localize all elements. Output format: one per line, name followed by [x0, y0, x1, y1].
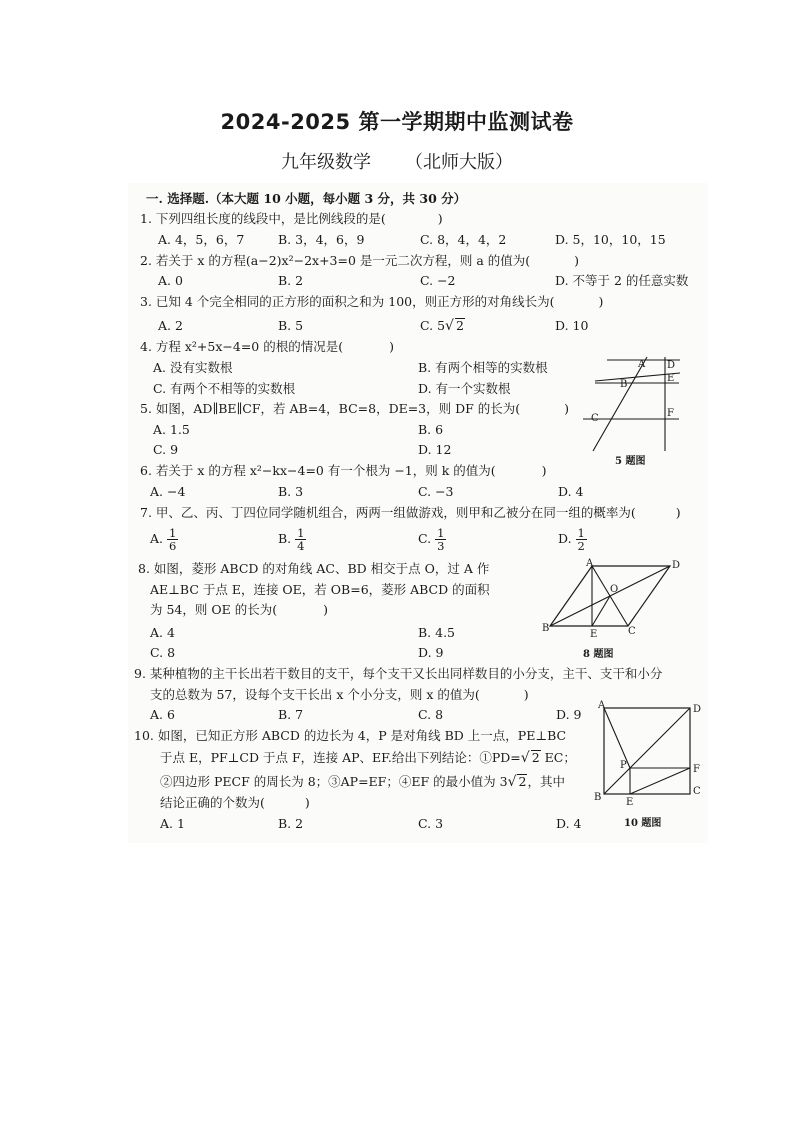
q7-option-c: C. $\frac{1}{3}$	[418, 526, 445, 553]
q1-option-c: C. 8，4，4，2	[420, 232, 507, 247]
q10-option-d: D. 4	[556, 816, 582, 831]
fig10-label-f: F	[693, 764, 700, 775]
question-8-line-1: 8. 如图，菱形 ABCD 的对角线 AC、BD 相交于点 O，过 A 作	[138, 561, 490, 576]
fig8-label-b: B	[542, 623, 550, 634]
fig10-label-c: C	[693, 786, 701, 797]
q7-option-a: A. $\frac{1}{6}$	[150, 526, 177, 553]
q8-option-c: C. 8	[150, 645, 176, 660]
fig5-label-a: A	[638, 359, 646, 370]
q4-option-a: A. 没有实数根	[153, 360, 233, 375]
fig10-label-a: A	[598, 700, 606, 711]
question-8-line-2: AE⊥BC 于点 E，连接 OE，若 OB=6，菱形 ABCD 的面积	[150, 582, 490, 597]
fraction: $\frac{1}{2}$	[577, 526, 585, 553]
question-10-line-1: 10. 如图，已知正方形 ABCD 的边长为 4，P 是对角线 BD 上一点，PE⊥BC	[134, 728, 567, 743]
question-8-line-3: 为 54，则 OE 的长为( )	[150, 602, 328, 617]
question-2: 2. 若关于 x 的方程(a−2)x²−2x+3=0 是一元二次方程，则 a 的值为( )	[140, 253, 580, 268]
q6-option-a: A. −4	[150, 484, 186, 499]
q8-option-a: A. 4	[150, 625, 175, 640]
q2-option-d: D. 不等于 2 的任意实数	[555, 273, 689, 288]
question-10-line-4: 结论正确的个数为( )	[160, 795, 310, 810]
fraction: $\frac{1}{6}$	[169, 526, 177, 553]
figure-8-rhombus	[540, 558, 690, 643]
q5-option-d: D. 12	[418, 442, 452, 457]
question-9-line-1: 9. 某种植物的主干长出若干数目的支干，每个支干又长出同样数目的小分支，主干、支干和小分	[134, 666, 663, 681]
section-heading: 一. 选择题.（本大题 10 小题，每小题 3 分，共 30 分）	[146, 191, 467, 206]
q9-option-b: B. 7	[278, 707, 304, 722]
page-title: 2024-2025 第一学期期中监测试卷	[220, 110, 574, 134]
q4-option-c: C. 有两个不相等的实数根	[153, 381, 296, 396]
q4-option-d: D. 有一个实数根	[418, 381, 511, 396]
figure-10-caption: 10 题图	[624, 818, 662, 829]
q4-option-b: B. 有两个相等的实数根	[418, 360, 548, 375]
question-9-line-2: 支的总数为 57，设每个支干长出 x 个小分支，则 x 的值为( )	[150, 687, 529, 702]
q9-option-a: A. 6	[150, 707, 175, 722]
figure-8-caption: 8 题图	[583, 649, 614, 660]
fig8-label-a: A	[586, 558, 594, 569]
q8-option-d: D. 9	[418, 645, 444, 660]
q2-option-a: A. 0	[158, 273, 183, 288]
fraction: $\frac{1}{3}$	[437, 526, 445, 553]
fig8-label-c: C	[628, 626, 636, 637]
q8-option-b: B. 4.5	[418, 625, 456, 640]
fig5-label-f: F	[667, 408, 674, 419]
question-6: 6. 若关于 x 的方程 x²−kx−4=0 有一个根为 −1，则 k 的值为( )	[140, 463, 547, 478]
q10-option-a: A. 1	[160, 816, 185, 831]
fig5-label-b: B	[620, 379, 628, 390]
q6-option-b: B. 3	[278, 484, 304, 499]
fig10-label-p: P	[620, 760, 627, 771]
question-1: 1. 下列四组长度的线段中，是比例线段的是( )	[140, 211, 443, 226]
page-subtitle	[0, 148, 794, 174]
question-5: 5. 如图，AD∥BE∥CF，若 AB=4，BC=8，DE=3，则 DF 的长为( )	[140, 401, 570, 416]
edition-label: （北师大版）	[405, 152, 513, 173]
question-4: 4. 方程 x²+5x−4=0 的根的情况是( )	[140, 339, 395, 354]
q7-option-d: D. $\frac{1}{2}$	[558, 526, 585, 553]
question-7: 7. 甲、乙、丙、丁四位同学随机组合，两两一组做游戏，则甲和乙被分在同一组的概率为( )	[140, 505, 681, 520]
q1-option-a: A. 4，5，6，7	[158, 232, 245, 247]
figure-10-square	[592, 698, 707, 810]
q3-option-b: B. 5	[278, 318, 304, 333]
question-10-line-3: ②四边形 PECF 的周长为 8；③AP=EF；④EF 的最小值为 3√ 2，其中	[160, 774, 565, 790]
fraction: $\frac{1}{4}$	[297, 526, 305, 553]
question-3: 3. 已知 4 个完全相同的正方形的面积之和为 100，则正方形的对角线长为( )	[140, 294, 604, 309]
question-10-line-2: 于点 E，PF⊥CD 于点 F，连接 AP、EF.给出下列结论：①PD=√ 2 EC；	[160, 750, 576, 766]
q9-option-c: C. 8	[418, 707, 444, 722]
fig10-label-e: E	[626, 797, 634, 808]
q1-option-d: D. 5，10，10，15	[555, 232, 666, 247]
fig10-label-d: D	[693, 704, 702, 715]
q3-option-a: A. 2	[158, 318, 183, 333]
q3-option-c: C. 5√ 2	[420, 318, 464, 334]
fig8-label-o: O	[610, 584, 619, 595]
q6-option-d: D. 4	[558, 484, 584, 499]
figure-5-caption: 5 题图	[615, 456, 646, 467]
q2-option-c: C. −2	[420, 273, 456, 288]
fig8-label-d: D	[672, 560, 681, 571]
figure-5-parallel-lines	[575, 355, 685, 455]
q10-option-c: C. 3	[418, 816, 444, 831]
q5-option-c: C. 9	[153, 442, 179, 457]
fig8-label-e: E	[590, 629, 598, 640]
q7-option-b: B. $\frac{1}{4}$	[278, 526, 305, 553]
fig5-label-e: E	[667, 373, 675, 384]
q2-option-b: B. 2	[278, 273, 304, 288]
q5-option-b: B. 6	[418, 422, 444, 437]
fig10-label-b: B	[594, 792, 602, 803]
fig5-label-d: D	[667, 360, 676, 371]
q1-option-b: B. 3，4，6，9	[278, 232, 365, 247]
q10-option-b: B. 2	[278, 816, 304, 831]
q3-option-d: D. 10	[555, 318, 589, 333]
fig5-label-c: C	[591, 413, 599, 424]
grade-label: 九年级数学	[281, 152, 371, 173]
q9-option-d: D. 9	[556, 707, 582, 722]
q5-option-a: A. 1.5	[153, 422, 190, 437]
q6-option-c: C. −3	[418, 484, 454, 499]
